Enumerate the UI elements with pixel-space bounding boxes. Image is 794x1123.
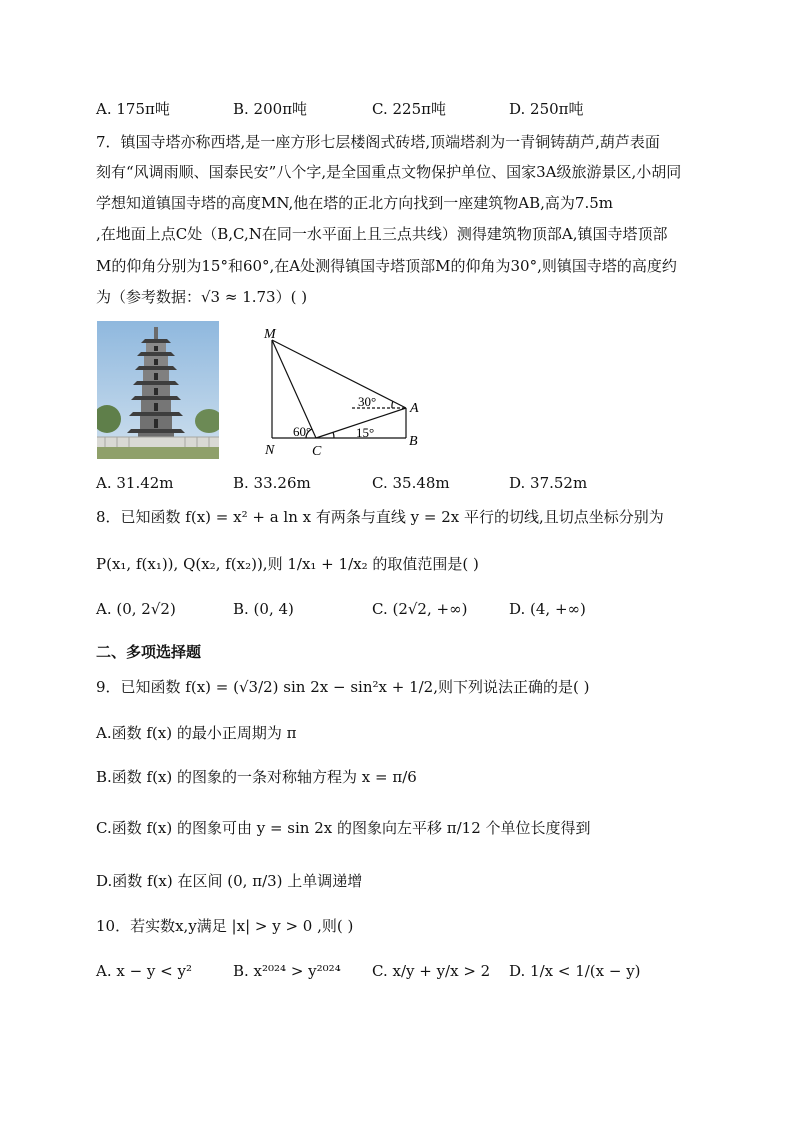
q10-option-b: B. x²⁰²⁴ > y²⁰²⁴ (233, 962, 341, 980)
q7-stem-line-5: M的仰角分别为15°和60°,在A处测得镇国寺塔顶部M的仰角为30°,则镇国寺塔的高度约 (96, 257, 677, 275)
pagoda-photo (97, 321, 219, 459)
q8-option-d: D. (4, +∞) (509, 600, 586, 618)
q7-option-c: C. 35.48m (372, 474, 450, 492)
q6-option-c: C. 225π吨 (372, 100, 446, 118)
q7-stem-line-4: ,在地面上点C处（B,C,N在同一水平面上且三点共线）测得建筑物顶部A,镇国寺塔顶部 (96, 225, 668, 243)
point-m-label: M (264, 328, 276, 342)
q6-option-b: B. 200π吨 (233, 100, 308, 118)
point-a-label: A (410, 401, 419, 416)
angle-30-arc (392, 401, 393, 408)
line-ma (272, 340, 406, 408)
q8-option-a: A. (0, 2√2) (96, 600, 176, 618)
elevation-angle-figure (260, 328, 430, 460)
q9-option-d: D.函数 f(x) 在区间 (0, π/3) 上单调递增 (96, 872, 363, 890)
point-n-label: N (265, 443, 275, 458)
q7-option-d: D. 37.52m (509, 474, 588, 492)
angle-30-label: 30° (358, 394, 377, 409)
angle-15-label: 15° (356, 425, 375, 440)
q9-option-b: B.函数 f(x) 的图象的一条对称轴方程为 x = π/6 (96, 768, 417, 786)
point-b-label: B (409, 434, 418, 449)
q8-stem-line-1: 8．已知函数 f(x) = x² + a ln x 有两条与直线 y = 2x 平行的切线,且切点坐标分别为 (96, 508, 664, 526)
q7-stem-line-1: 7．镇国寺塔亦称西塔,是一座方形七层楼阁式砖塔,顶端塔刹为一青铜铸葫芦,葫芦表面 (96, 133, 660, 151)
q8-option-b: B. (0, 4) (233, 600, 294, 618)
q6-option-d: D. 250π吨 (509, 100, 584, 118)
q7-stem-line-6: 为（参考数据：√3 ≈ 1.73）( ) (96, 288, 308, 306)
q10-stem: 10．若实数x,y满足 |x| > y > 0 ,则( ) (96, 917, 354, 935)
section-2-heading: 二、多项选择题 (96, 643, 202, 661)
q7-option-a: A. 31.42m (96, 474, 174, 492)
q9-option-a: A.函数 f(x) 的最小正周期为 π (96, 724, 297, 742)
q7-stem-line-2: 刻有“风调雨顺、国泰民安”八个字,是全国重点文物保护单位、国家3A级旅游景区,小胡同 (96, 163, 682, 181)
q9-option-c: C.函数 f(x) 的图象可由 y = sin 2x 的图象向左平移 π/12 个单位长度得到 (96, 819, 591, 837)
angle-15-arc (333, 432, 334, 438)
q6-option-a: A. 175π吨 (96, 100, 170, 118)
q10-option-c: C. x/y + y/x > 2 (372, 962, 491, 980)
point-c-label: C (312, 444, 322, 459)
q7-stem-line-3: 学想知道镇国寺塔的高度MN,他在塔的正北方向找到一座建筑物AB,高为7.5m (96, 194, 613, 212)
q9-stem: 9．已知函数 f(x) = (√3/2) sin 2x − sin²x + 1/2,则下列说法正确的是( ) (96, 678, 590, 696)
q10-option-d: D. 1/x < 1/(x − y) (509, 962, 641, 980)
q7-option-b: B. 33.26m (233, 474, 311, 492)
angle-60-label: 60° (293, 424, 312, 439)
q8-option-c: C. (2√2, +∞) (372, 600, 468, 618)
q10-option-a: A. x − y < y² (96, 962, 192, 980)
q8-stem-line-2: P(x₁, f(x₁)), Q(x₂, f(x₂)),则 1/x₁ + 1/x₂ 的取值范围是( ) (96, 555, 479, 573)
